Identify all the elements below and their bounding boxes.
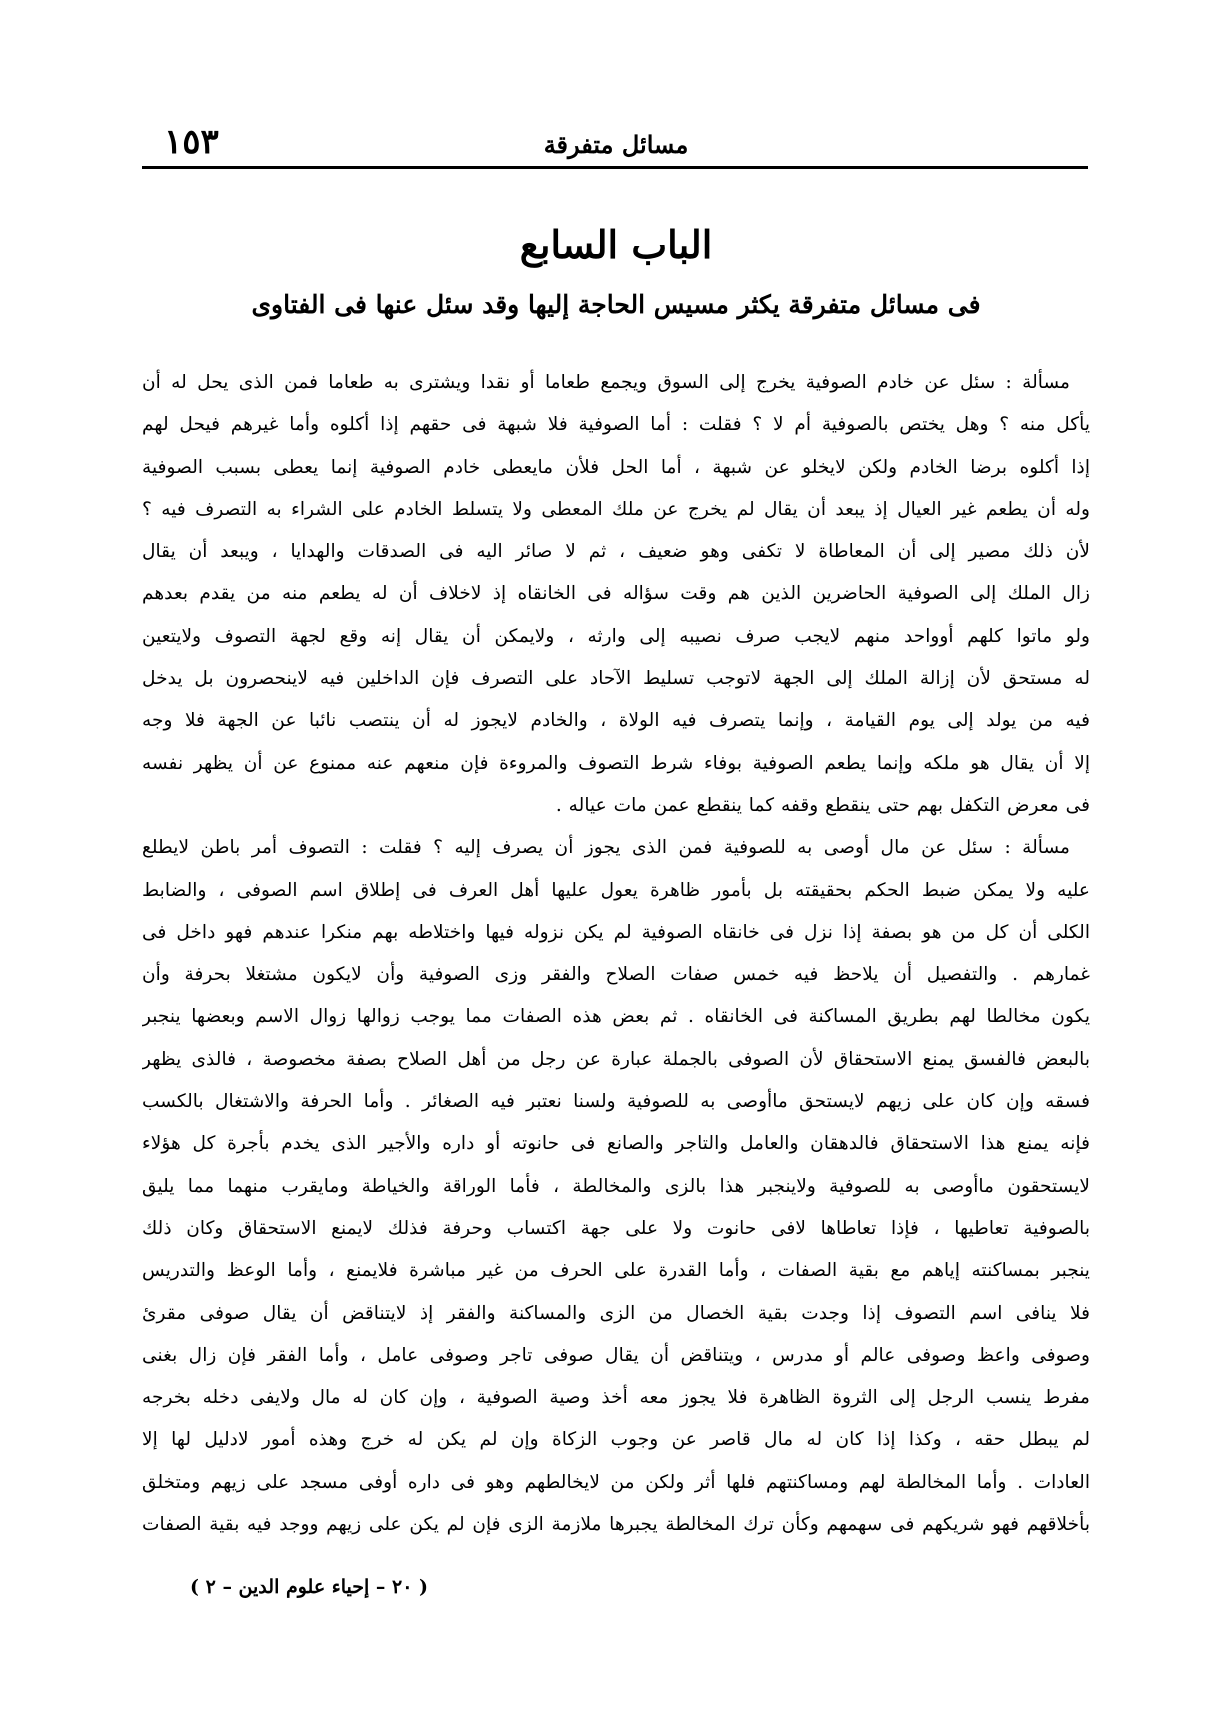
body-text <box>142 362 1090 1546</box>
text-line: يكون مخالطا لهم بطريق المساكنة فى الخانقاه . ثم بعض هذه الصفات مما يوجب زوالها زوال الاسم وبعضها ينجبر <box>142 1006 1090 1028</box>
text-line: زال الملك إلى الصوفية الحاضرين الذين هم وقت سؤاله فى الخانقاه إذ لاخلاف أن له يطعم منه من يقدم بعدهم <box>142 583 1090 605</box>
text-line: مسألة : سئل عن مال أوصى به للصوفية فمن الذى يجوز أن يصرف إليه ؟ فقلت : التصوف أمر باطن لايطلع <box>142 837 1070 859</box>
text-line: فإنه يمنع هذا الاستحقاق فالدهقان والعامل والتاجر والصانع فى حانوته أو داره والأجير الذى يخدم بأجرة كل هؤلاء <box>142 1133 1090 1155</box>
text-line: لم يبطل حقه ، وكذا إذا كان له مال قاصر عن وجوب الزكاة وإن لم يكن له خرج وهذه أمور لادليل لها إلا <box>142 1429 1090 1451</box>
text-line: عليه ولا يمكن ضبط الحكم بحقيقته بل بأمور ظاهرة يعول عليها أهل العرف فى إطلاق اسم الصوفى ، والضابط <box>142 879 1090 901</box>
text-line: لايستحقون ماأوصى به للصوفية ولاينجبر هذا بالزى والمخالطة ، فأما الوراقة والخياطة ومايقرب منهما مما يليق <box>142 1175 1090 1197</box>
running-title: مسائل متفرقة <box>543 130 689 159</box>
text-line: بالصوفية تعاطيها ، فإذا تعاطاها لافى حانوت ولا على جهة اكتساب وحرفة فذلك لايمنع الاستحقاق وكان ذلك <box>142 1217 1090 1239</box>
text-line: يأكل منه ؟ وهل يختص بالصوفية أم لا ؟ فقلت : أما الصوفية فلا شبهة فى حقهم إذا أكلوه وأما غيرهم فيحل لهم <box>142 414 1090 436</box>
chapter-title: الباب السابع <box>519 222 713 267</box>
text-line: فيه من يولد إلى يوم القيامة ، وإنما يتصرف فيه الولاة ، والخادم لايجوز له أن ينتصب نائبا عن الجهة فلا وجه <box>142 710 1090 732</box>
text-line: الكلى أن كل من هو بصفة إذا نزل فى خانقاه الصوفية لم يكن نزوله فيها واختلاطه بهم منكرا عندهم فهو داخل فى <box>142 921 1090 943</box>
text-line: ينجبر بمساكنته إياهم مع بقية الصفات ، وأما القدرة على الحرف من غير مباشرة فلايمنع ، وأما الوعظ والتدريس <box>142 1260 1090 1282</box>
text-line: مسألة : سئل عن خادم الصوفية يخرج إلى السوق ويجمع طعاما أو نقدا ويشترى به طعاما فمن الذى يحل له أن <box>142 372 1070 393</box>
page-number: ١٥٣ <box>164 122 219 162</box>
text-line: وله أن يطعم غير العيال إذ يبعد أن يقال لم يخرج عن ملك المعطى ولا يتسلط الخادم على الشراء به التصرف فيه ؟ <box>142 498 1090 520</box>
text-line: بأخلاقهم فهو شريكهم فى سهمهم وكأن ترك المخالطة يجبرها ملازمة الزى فإن لم يكن على زيهم ووجد فيه بقية الصفات <box>142 1514 1090 1536</box>
text-line: إذا أكلوه برضا الخادم ولكن لايخلو عن شبهة ، أما الحل فلأن مايعطى خادم الصوفية إنما يعطى بسبب الصوفية <box>142 456 1090 478</box>
text-line: مفرط ينسب الرجل إلى الثروة الظاهرة فلا يجوز معه أخذ وصية الصوفية ، وإن كان له مال ولايفى دخله بخرجه <box>142 1387 1090 1409</box>
text-line: العادات . وأما المخالطة لهم ومساكنتهم فلها أثر ولكن من لايخالطهم وهو فى داره أوفى مسجد على زيهم ومتخلق <box>142 1471 1090 1493</box>
text-line: إلا أن يقال هو ملكه وإنما يطعم الصوفية بوفاء شرط التصوف والمروءة فإن منعهم عنه ممنوع عن أن يظهر نفسه <box>142 752 1090 774</box>
text-line: فى معرض التكفل بهم حتى ينقطع وقفه كما ينقطع عمن مات عياله . <box>555 794 1090 816</box>
text-line: وصوفى واعظ وصوفى عالم أو مدرس ، ويتناقض أن يقال صوفى تاجر وصوفى عامل ، وأما الفقر فإن زال بغنى <box>142 1344 1090 1366</box>
header-divider <box>142 166 1088 169</box>
chapter-subtitle: فى مسائل متفرقة يكثر مسيس الحاجة إليها وقد سئل عنها فى الفتاوى <box>251 290 981 319</box>
text-line: بالبعض فالفسق يمنع الاستحقاق لأن الصوفى بالجملة عبارة عن رجل من أهل الصلاح بصفة مخصوصة ، فالذى يظهر <box>142 1048 1090 1070</box>
text-line: لأن ذلك مصير إلى أن المعاطاة لا تكفى وهو ضعيف ، ثم لا صائر اليه فى الصدقات والهدايا ، ويبعد أن يقال <box>142 541 1090 563</box>
text-line: ولو ماتوا كلهم أوواحد منهم لايجب صرف نصيبه إلى وارثه ، ولايمكن أن يقال إنه وقع لجهة التصوف ولايتعين <box>142 625 1090 647</box>
text-line: فسقه وإن كان على زيهم لايستحق ماأوصى به للصوفية ولسنا نعتبر فيه الصغائر . وأما الحرفة والاشتغال بالكسب <box>142 1091 1090 1113</box>
footer-signature: ( ٢٠ – إحياء علوم الدين – ٢ ) <box>190 1576 429 1598</box>
text-line: غمارهم . والتفصيل أن يلاحظ فيه خمس صفات الصلاح والفقر وزى الصوفية وأن لايكون مشتغلا بحرفة وأن <box>142 964 1090 986</box>
page-header <box>142 118 1090 168</box>
text-line: فلا ينافى اسم التصوف إذا وجدت بقية الخصال من الزى والمساكنة والفقر إذ لايتناقض أن يقال صوفى مقرئ <box>142 1302 1090 1324</box>
text-line: له مستحق لأن إزالة الملك إلى الجهة لاتوجب تسليط الآحاد على التصرف فإن الداخلين فيه لاينحصرون بل يدخل <box>142 668 1090 690</box>
